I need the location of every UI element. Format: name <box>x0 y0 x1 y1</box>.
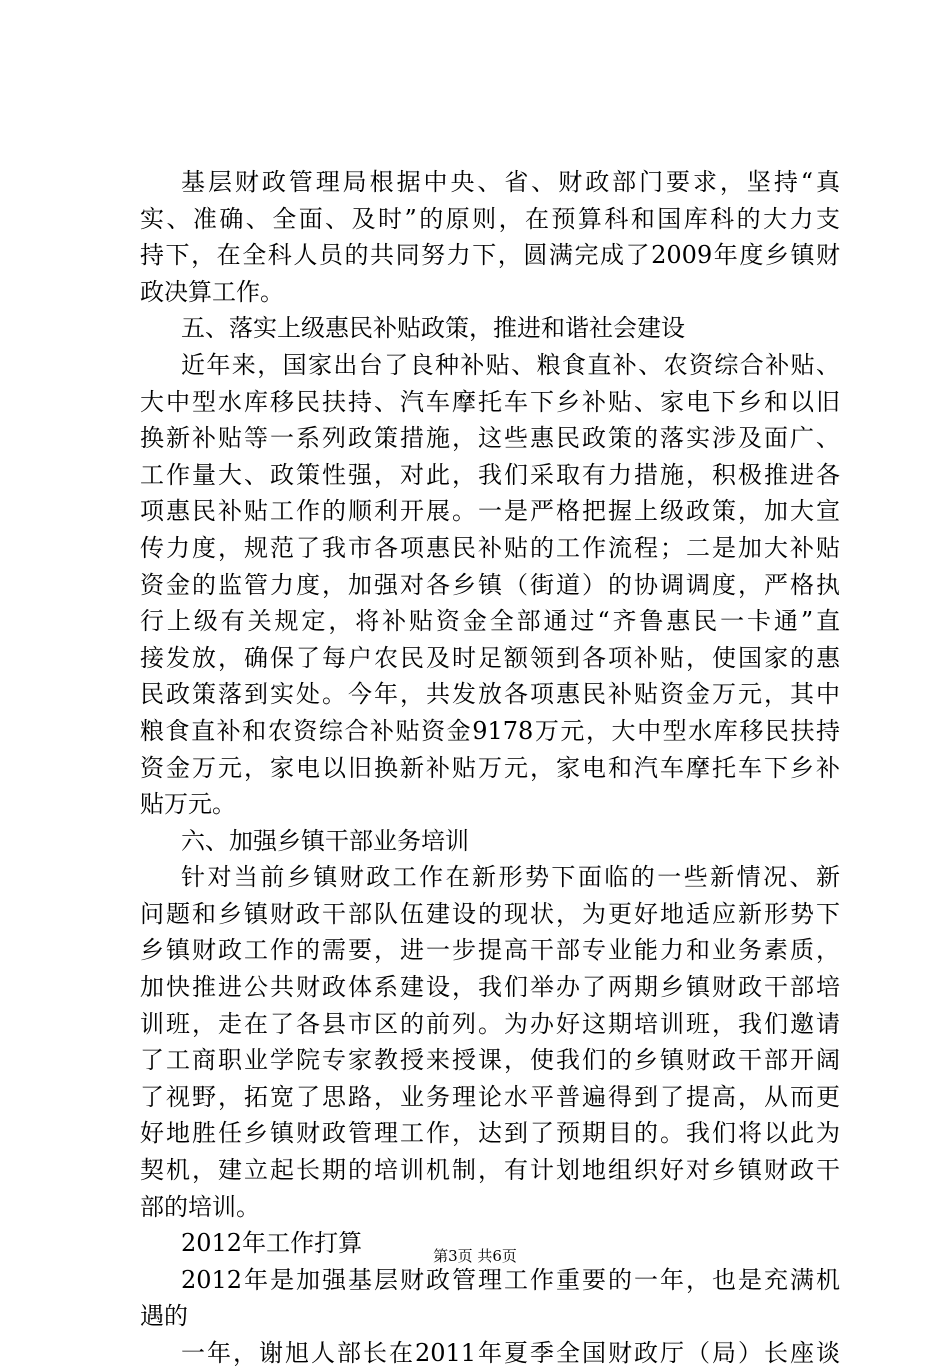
text-line: 好地胜任乡镇财政管理工作，达到了预期目的。我们将以此为 <box>140 1119 840 1148</box>
text-line: 训班，走在了各县市区的前列。为办好这期培训班，我们邀请 <box>140 1009 840 1038</box>
document-body <box>140 164 840 1372</box>
text-line: 接发放，确保了每户农民及时足额领到各项补贴，使国家的惠 <box>140 643 840 672</box>
text-line: 资金万元，家电以旧换新补贴万元，家电和汽车摩托车下乡补 <box>140 753 840 782</box>
text-line: 传力度，规范了我市各项惠民补贴的工作流程；二是加大补贴 <box>140 533 840 562</box>
text-line: 近年来，国家出台了良种补贴、粮食直补、农资综合补贴、 <box>181 350 840 379</box>
page-number-label: 第3页 共6页 <box>433 1247 517 1265</box>
text-line: 了工商职业学院专家教授来授课，使我们的乡镇财政干部开阔 <box>140 1046 840 1075</box>
text-line: 乡镇财政工作的需要，进一步提高干部专业能力和业务素质， <box>140 936 840 965</box>
text-line: 资金的监管力度，加强对各乡镇（街道）的协调调度，严格执 <box>140 570 840 599</box>
text-line: 2012年是加强基层财政管理工作重要的一年，也是充满机 <box>181 1265 840 1294</box>
paragraph-subsidy-policy <box>140 347 840 823</box>
text-line: 五、落实上级惠民补贴政策，推进和谐社会建设 <box>181 314 685 343</box>
text-line: 政决算工作。 <box>140 277 284 306</box>
heading-section-five <box>140 310 840 347</box>
text-line: 持下，在全科人员的共同努力下，圆满完成了2009年度乡镇财 <box>140 241 840 270</box>
text-line: 部的培训。 <box>140 1192 260 1221</box>
paragraph-minister-talk <box>140 1335 840 1372</box>
text-line: 遇的 <box>140 1302 188 1331</box>
text-line: 了视野，拓宽了思路，业务理论水平普遍得到了提高，从而更 <box>140 1082 840 1111</box>
paragraph-2012-intro <box>140 1262 840 1335</box>
text-line: 民政策落到实处。今年，共发放各项惠民补贴资金万元，其中 <box>140 680 840 709</box>
text-line: 六、加强乡镇干部业务培训 <box>181 826 469 855</box>
text-line: 加快推进公共财政体系建设，我们举办了两期乡镇财政干部培 <box>140 973 840 1002</box>
text-line: 针对当前乡镇财政工作在新形势下面临的一些新情况、新 <box>181 863 840 892</box>
text-line: 粮食直补和农资综合补贴资金9178万元，大中型水库移民扶持 <box>140 716 840 745</box>
text-line: 项惠民补贴工作的顺利开展。一是严格把握上级政策，加大宣 <box>140 497 840 526</box>
text-line: 2012年工作打算 <box>181 1229 363 1258</box>
heading-section-six <box>140 823 840 860</box>
text-line: 换新补贴等一系列政策措施，这些惠民政策的落实涉及面广、 <box>140 424 840 453</box>
text-line: 契机，建立起长期的培训机制，有计划地组织好对乡镇财政干 <box>140 1156 840 1185</box>
paragraph-training <box>140 859 840 1225</box>
text-line: 工作量大、政策性强，对此，我们采取有力措施，积极推进各 <box>140 460 840 489</box>
text-line: 行上级有关规定，将补贴资金全部通过“齐鲁惠民一卡通”直 <box>140 607 840 636</box>
text-line: 实、准确、全面、及时”的原则，在预算科和国库科的大力支 <box>140 204 840 233</box>
paragraph-final-accounts <box>140 164 840 310</box>
text-line: 大中型水库移民扶持、汽车摩托车下乡补贴、家电下乡和以旧 <box>140 387 840 416</box>
text-line: 贴万元。 <box>140 790 236 819</box>
text-line: 一年，谢旭人部长在2011年夏季全国财政厅（局）长座谈 <box>181 1339 840 1367</box>
text-line: 基层财政管理局根据中央、省、财政部门要求，坚持“真 <box>181 168 840 196</box>
text-line: 问题和乡镇财政干部队伍建设的现状，为更好地适应新形势下 <box>140 899 840 928</box>
page-footer <box>0 1246 950 1266</box>
